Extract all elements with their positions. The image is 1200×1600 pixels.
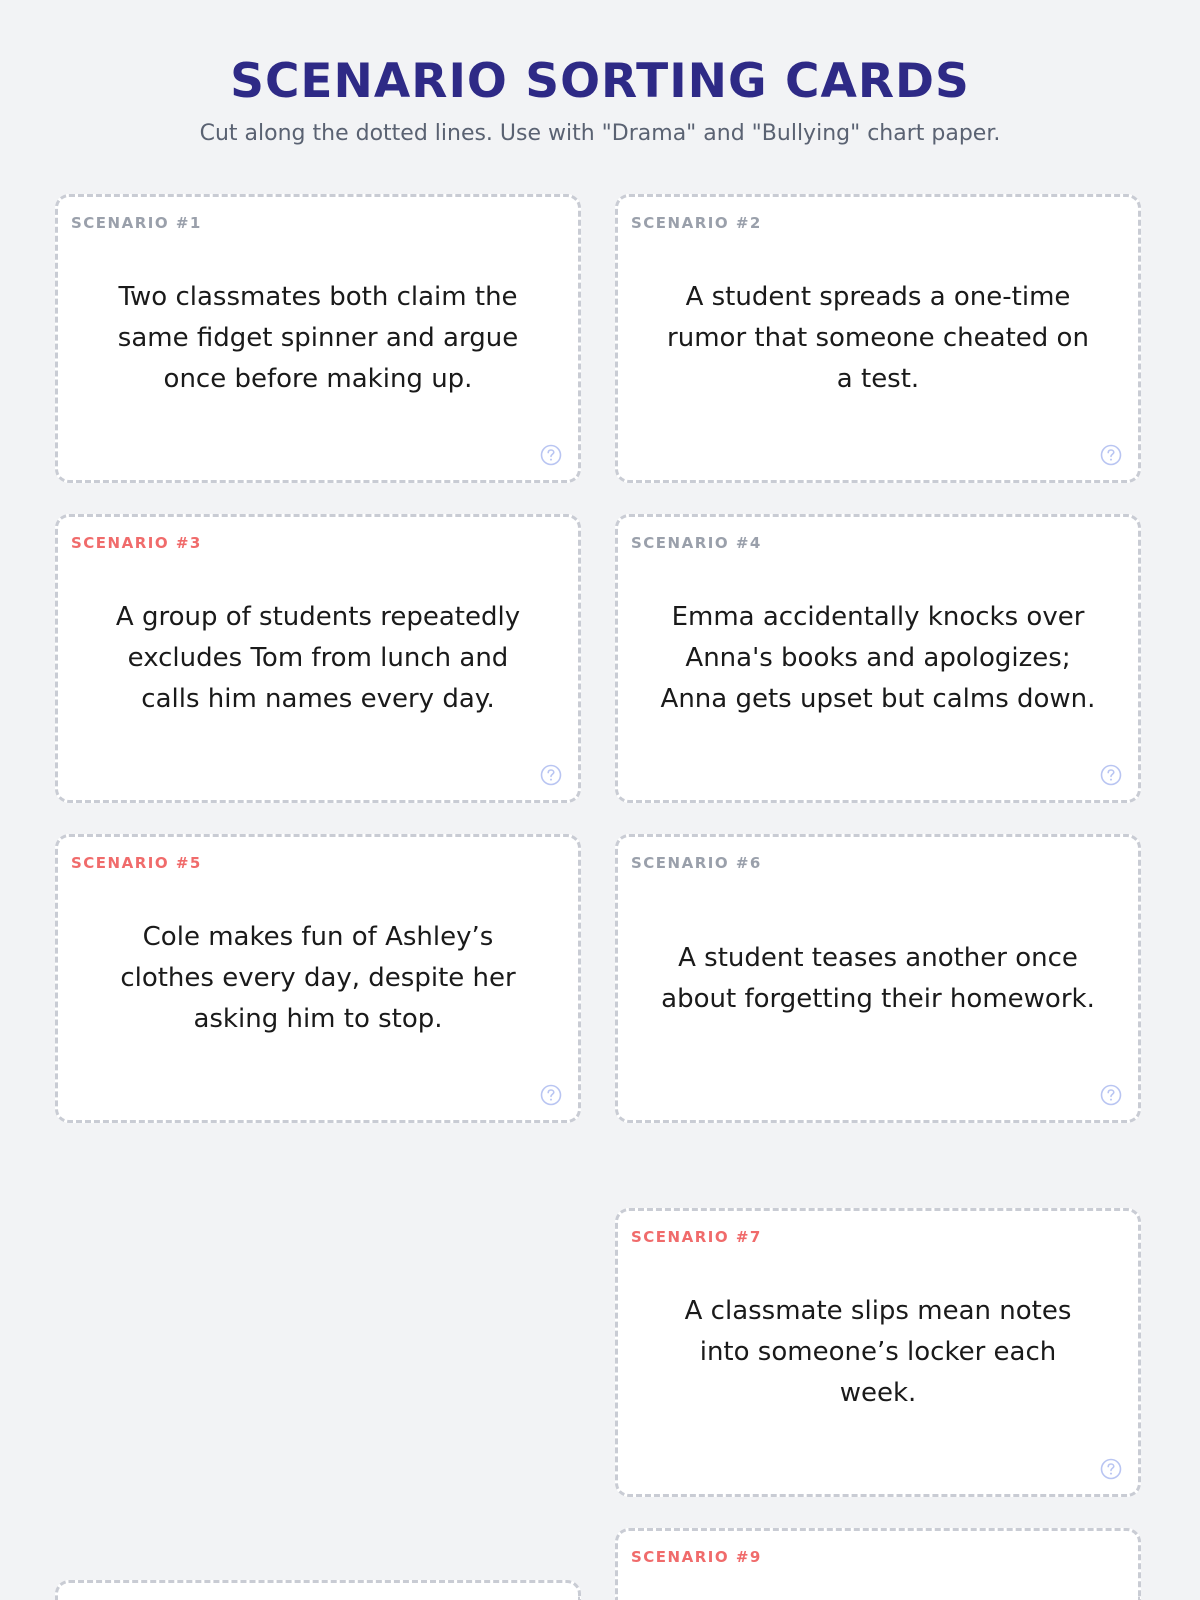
help-circle-icon[interactable] xyxy=(540,1084,562,1106)
scenario-label: SCENARIO #2 xyxy=(631,214,762,232)
scenario-text: Emma accidentally knocks over Anna's books and apologizes; Anna gets upset but calms down. xyxy=(660,602,1096,714)
page-title: SCENARIO SORTING CARDS xyxy=(230,54,970,109)
page-subtitle: Cut along the dotted lines. Use with "Drama" and "Bullying" chart paper. xyxy=(199,121,1001,146)
scenario-card-6 xyxy=(615,834,1141,1123)
scenario-card-5 xyxy=(55,834,581,1123)
scenario-label: SCENARIO #3 xyxy=(71,534,202,552)
scenario-text: Cole makes fun of Ashley’s clothes every day, despite her asking him to stop. xyxy=(120,922,516,1034)
help-circle-icon[interactable] xyxy=(1100,444,1122,466)
scenario-text: Two classmates both claim the same fidget spinner and argue once before making up. xyxy=(117,282,519,394)
scenario-card-9 xyxy=(615,1528,1141,1600)
scenario-label: SCENARIO #1 xyxy=(71,214,202,232)
scenario-label: SCENARIO #9 xyxy=(631,1548,762,1566)
scenario-label: SCENARIO #5 xyxy=(71,854,202,872)
scenario-card-2 xyxy=(615,194,1141,483)
help-circle-icon[interactable] xyxy=(540,444,562,466)
scenario-text: A student spreads a one-time rumor that someone cheated on a test. xyxy=(667,282,1089,394)
scenario-card-3 xyxy=(55,514,581,803)
scenario-card-7 xyxy=(615,1208,1141,1497)
scenario-label: SCENARIO #6 xyxy=(631,854,762,872)
scenario-card-4 xyxy=(615,514,1141,803)
scenario-text: A student teases another once about forgetting their homework. xyxy=(661,942,1095,1014)
scenario-card-partial xyxy=(55,1580,581,1600)
help-circle-icon[interactable] xyxy=(540,764,562,786)
scenario-card-1 xyxy=(55,194,581,483)
scenario-label: SCENARIO #4 xyxy=(631,534,762,552)
scenario-text: A classmate slips mean notes into someone’s locker each week. xyxy=(684,1296,1072,1408)
scenario-label: SCENARIO #7 xyxy=(631,1228,762,1246)
scenario-text: A group of students repeatedly excludes Tom from lunch and calls him names every day. xyxy=(115,602,521,714)
help-circle-icon[interactable] xyxy=(1100,1084,1122,1106)
help-circle-icon[interactable] xyxy=(1100,1458,1122,1480)
help-circle-icon[interactable] xyxy=(1100,764,1122,786)
